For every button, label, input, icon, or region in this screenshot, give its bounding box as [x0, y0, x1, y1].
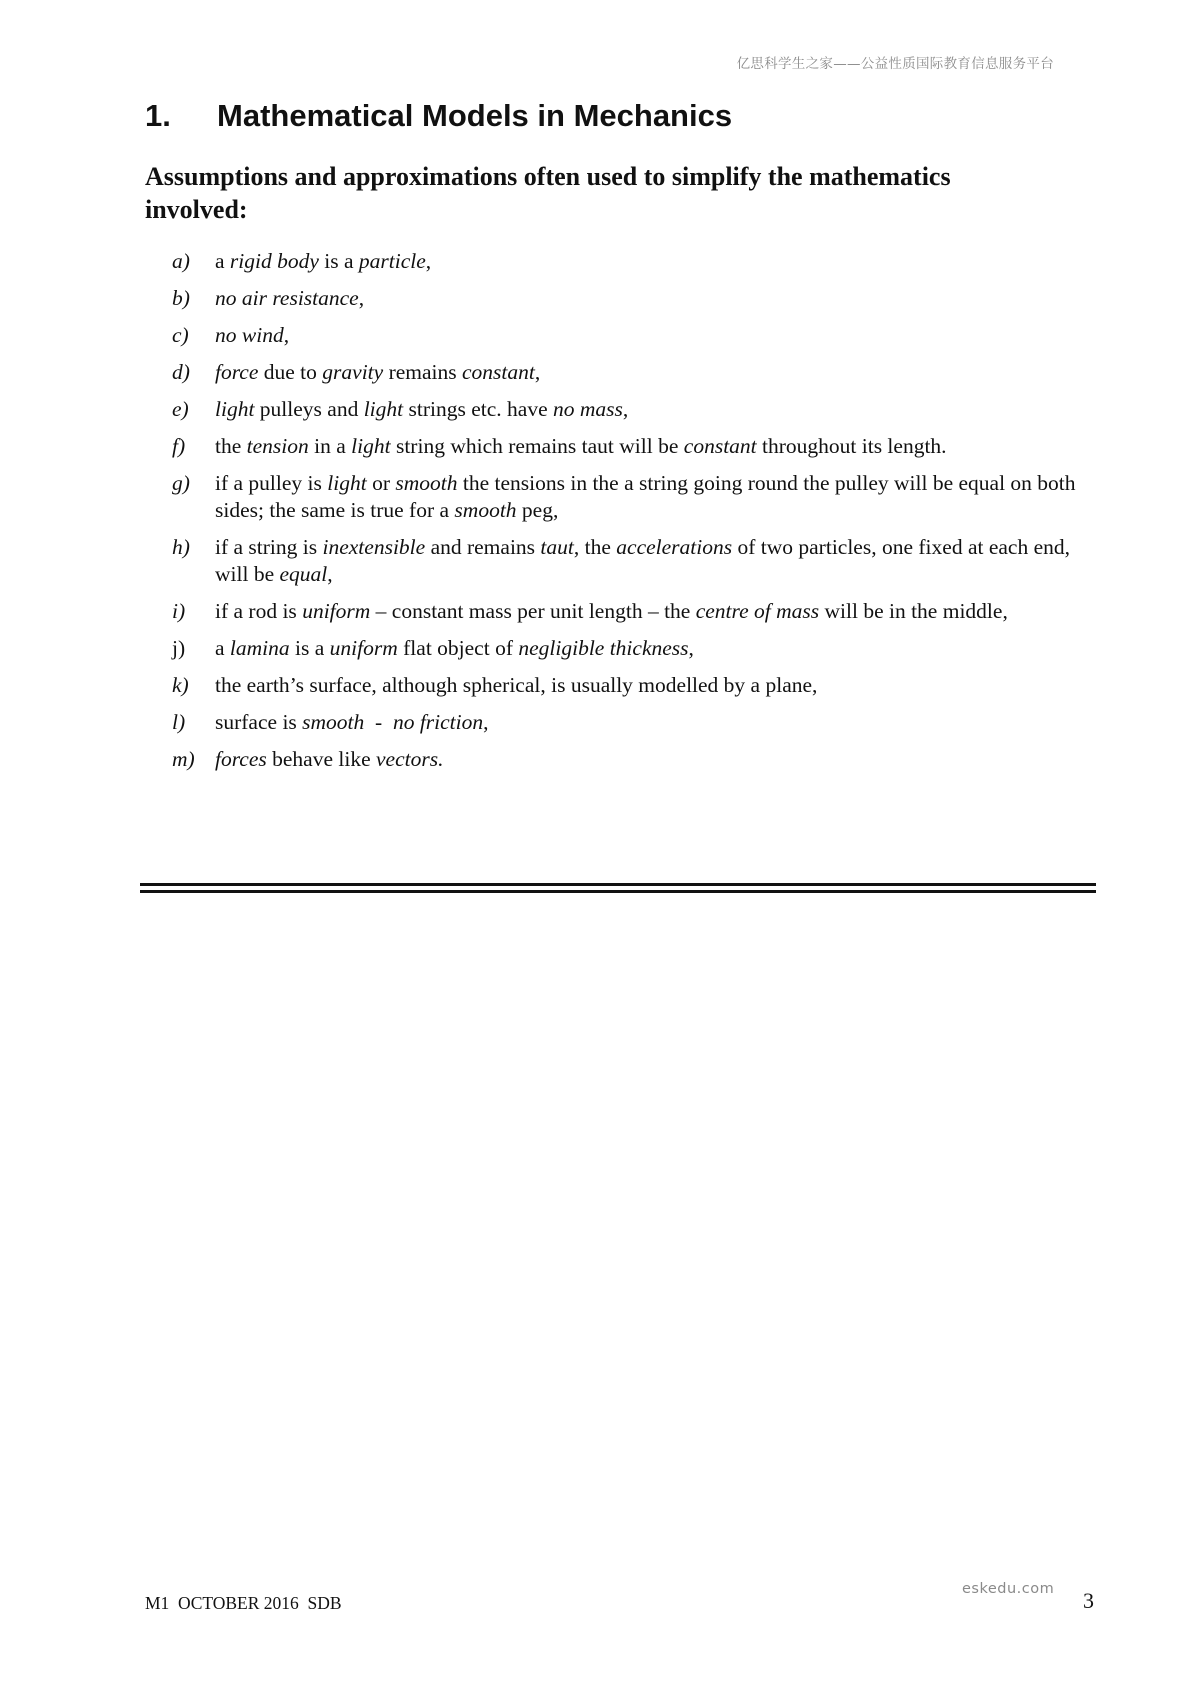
text-segment: throughout its length. [756, 434, 947, 458]
text-segment: peg, [516, 498, 559, 522]
italic-term: no wind [215, 323, 284, 347]
italic-term: constant [462, 360, 535, 384]
item-text [215, 746, 1092, 773]
italic-term: smooth [395, 471, 458, 495]
section-divider-bottom [140, 890, 1096, 893]
item-text [215, 285, 1092, 312]
list-item [172, 534, 1092, 588]
italic-term: no mass [553, 397, 623, 421]
italic-term: inextensible [322, 535, 426, 559]
item-text [215, 470, 1092, 524]
italic-term: smooth [302, 710, 365, 734]
text-segment: the earth’s surface, although spherical, is usually modelled by a plane, [215, 673, 818, 697]
italic-term: constant [683, 434, 757, 458]
item-text [215, 396, 1092, 423]
italic-term: forces [215, 747, 267, 771]
footer-course-label: M1 OCTOBER 2016 SDB [145, 1593, 342, 1613]
text-segment: remains [383, 360, 463, 384]
text-segment: string which remains taut will be [390, 434, 684, 458]
list-item [172, 746, 1092, 773]
text-segment: and remains [425, 535, 541, 559]
italic-term: no air resistance [215, 286, 359, 310]
text-segment: , [358, 286, 365, 310]
item-text [215, 433, 1092, 460]
item-label: f) [172, 434, 186, 458]
list-item [172, 322, 1092, 349]
item-text [215, 672, 1092, 699]
list-item [172, 433, 1092, 460]
italic-term: lamina [229, 636, 290, 660]
item-label: b) [172, 286, 190, 310]
text-segment: – constant mass per unit length – the [370, 599, 696, 623]
text-segment: behave like [266, 747, 376, 771]
list-item [172, 672, 1092, 699]
italic-term: taut [540, 535, 574, 559]
italic-term: equal [279, 562, 328, 586]
text-segment: the tensions in the a string going round the pulley will be equal on both sides; the same is true for a [215, 471, 1081, 522]
list-item [172, 470, 1092, 524]
list-item [172, 285, 1092, 312]
italic-term: force [215, 360, 259, 384]
italic-term: negligible thickness [518, 636, 689, 660]
item-text [215, 534, 1092, 588]
text-segment: the [215, 434, 247, 458]
item-text [215, 322, 1092, 349]
item-label: h) [172, 535, 190, 559]
item-label: l) [172, 710, 186, 734]
italic-term: particle [358, 249, 426, 273]
italic-term: uniform [329, 636, 398, 660]
italic-term: no friction [392, 710, 484, 734]
section-divider-top [140, 883, 1096, 886]
list-item [172, 359, 1092, 386]
item-label: k) [172, 673, 189, 697]
item-text [215, 598, 1092, 625]
italic-term: gravity [322, 360, 384, 384]
text-segment: will be in the middle, [819, 599, 1008, 623]
italic-term: rigid body [229, 249, 319, 273]
item-label: m) [172, 747, 195, 771]
text-segment: , [425, 249, 432, 273]
text-segment: pulleys and [254, 397, 364, 421]
text-segment: , [483, 710, 489, 734]
list-item [172, 635, 1092, 662]
list-item [172, 598, 1092, 625]
text-segment: strings etc. have [403, 397, 553, 421]
text-segment: of two particles, one fixed at each end, will be [215, 535, 1076, 586]
text-segment: flat object of [397, 636, 519, 660]
text-segment: - [364, 710, 393, 734]
assumptions-heading: Assumptions and approximations often used to simplify the mathematics involved: [145, 162, 951, 224]
text-segment: if a pulley is [215, 471, 328, 495]
assumptions-list [172, 248, 1092, 773]
item-text [215, 709, 1092, 736]
item-text [215, 635, 1092, 662]
text-segment: , the [573, 535, 617, 559]
item-text [215, 359, 1092, 386]
item-label: e) [172, 397, 189, 421]
item-label: a) [172, 249, 190, 273]
text-segment: is a [318, 249, 359, 273]
section-title-text: Mathematical Models in Mechanics [217, 98, 733, 133]
section-title [145, 98, 732, 134]
italic-term: smooth [454, 498, 517, 522]
list-item [172, 396, 1092, 423]
text-segment: if a rod is [215, 599, 303, 623]
text-segment: is a [289, 636, 330, 660]
italic-term: light [363, 397, 404, 421]
text-segment: or [366, 471, 396, 495]
italic-term: vectors. [376, 747, 444, 771]
text-segment: , [622, 397, 629, 421]
text-segment: if a string is [215, 535, 323, 559]
italic-term: light [351, 434, 391, 458]
item-label: c) [172, 323, 189, 347]
italic-term: accelerations [616, 535, 733, 559]
italic-term: uniform [302, 599, 371, 623]
italic-term: light [327, 471, 367, 495]
text-segment: , [327, 562, 333, 586]
text-segment: , [534, 360, 541, 384]
item-text [215, 248, 1092, 275]
text-segment: a [215, 636, 230, 660]
text-segment: due to [258, 360, 323, 384]
item-label: d) [172, 360, 190, 384]
text-segment: in a [308, 434, 352, 458]
item-label: j) [172, 636, 186, 660]
text-segment: , [283, 323, 290, 347]
text-segment: a [215, 249, 230, 273]
site-watermark: eskedu.com [962, 1581, 1055, 1597]
text-segment: , [688, 636, 694, 660]
header-site-note: 亿思科学生之家——公益性质国际教育信息服务平台 [736, 56, 1054, 72]
text-segment: surface is [215, 710, 303, 734]
item-label: i) [172, 599, 186, 623]
page-number: 3 [1083, 1588, 1094, 1613]
italic-term: tension [246, 434, 309, 458]
italic-term: centre of mass [695, 599, 820, 623]
italic-term: light [215, 397, 255, 421]
list-item [172, 709, 1092, 736]
item-label: g) [172, 471, 190, 495]
section-number: 1. [145, 98, 171, 133]
list-item [172, 248, 1092, 275]
